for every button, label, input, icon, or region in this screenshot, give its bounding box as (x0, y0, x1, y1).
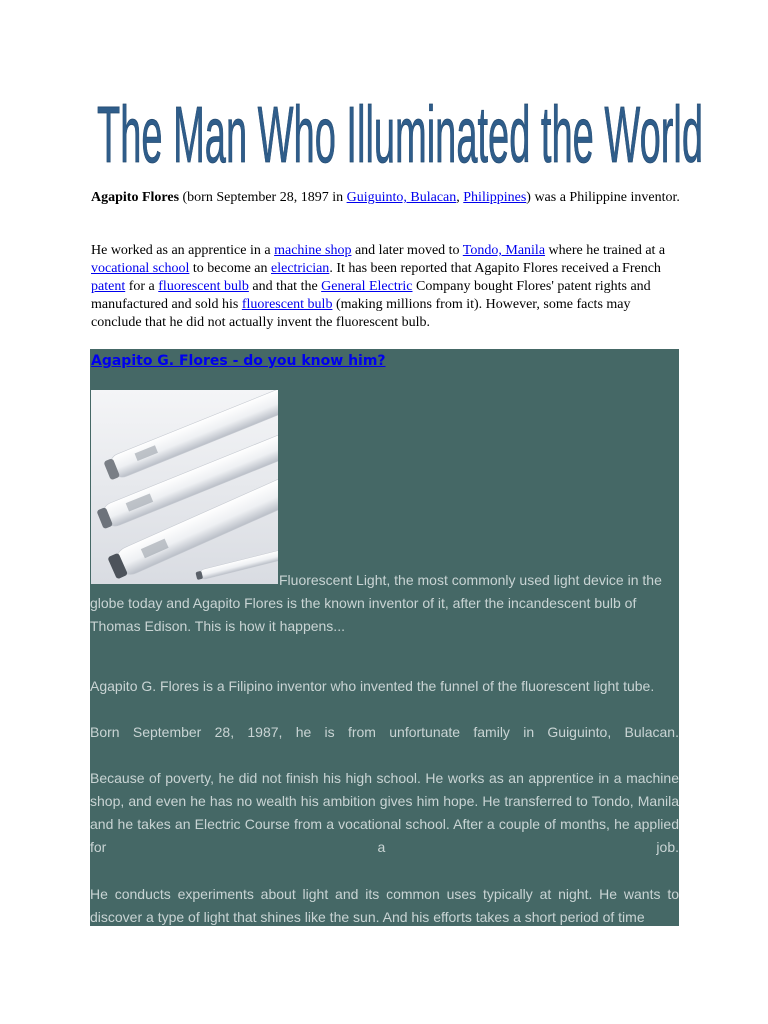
bio-text-3: where he trained at a (545, 243, 666, 258)
link-vocational-school[interactable]: vocational school (91, 261, 190, 276)
intro-paragraph (91, 189, 681, 207)
link-guiguinto-bulacan[interactable]: Guiguinto, Bulacan (346, 190, 457, 205)
page-title (90, 88, 710, 172)
link-electrician[interactable]: electrician (271, 261, 330, 276)
panel-paragraph-experiments: He conducts experiments about light and its common uses typically at night. He wants to discover a type of light that shines like the sun. And his efforts takes a short period of time (90, 886, 679, 925)
bio-text-2: and later moved to (351, 243, 463, 258)
person-name: Agapito Flores (91, 190, 180, 205)
link-patent[interactable]: patent (91, 279, 126, 294)
bio-text-4: to become an (189, 261, 272, 276)
bio-text-9: (making millions from it). However, some facts may conclude that he did not actually invent the fluorescent bulb. (91, 297, 631, 330)
panel-paragraph-born: Born September 28, 1987, he is from unfortunate family in Guiguinto, Bulacan. (90, 724, 679, 740)
intro-text-1: (born September 28, 1897 in (179, 190, 347, 205)
panel-paragraph-intro: Agapito G. Flores is a Filipino inventor who invented the funnel of the fluorescent light tube. (90, 678, 655, 694)
link-tondo-manila[interactable]: Tondo, Manila (462, 243, 546, 258)
intro-text-2: , (456, 190, 464, 205)
link-machine-shop[interactable]: machine shop (274, 243, 352, 258)
bio-text-1: He worked as an apprentice in a (91, 243, 275, 258)
link-general-electric[interactable]: General Electric (321, 279, 413, 294)
intro-text-3: ) was a Philippine inventor. (526, 190, 680, 205)
article-panel (90, 349, 679, 926)
link-fluorescent-bulb[interactable]: fluorescent bulb (158, 279, 249, 294)
panel-heading-link[interactable]: Agapito G. Flores - do you know him? (91, 353, 386, 369)
biography-paragraph (91, 242, 681, 332)
link-fluorescent-bulb-2[interactable]: fluorescent bulb (241, 297, 333, 312)
svg-text:The Man Who Illuminated the Wo: The Man Who Illuminated the World (97, 90, 703, 172)
bio-text-5: . It has been reported that Agapito Flores received a French (329, 261, 661, 276)
bio-text-6: for a (125, 279, 159, 294)
link-philippines[interactable]: Philippines (463, 190, 527, 205)
panel-paragraph-poverty: Because of poverty, he did not finish his high school. He works as an apprentice in a machine shop, and even he has no wealth his ambition gives him hope. He transferred to Tondo, Manila and he takes an Electric Course from a vocational school. After a couple of months, he applied for a job. (90, 770, 679, 855)
photo-caption: Fluorescent Light, the most commonly used light device in the globe today and Agapito Flores is the known inventor of it, after the incandescent bulb of Thomas Edison. This is how it happens... (90, 572, 662, 634)
fluorescent-tubes-photo (91, 390, 278, 584)
bio-text-7: and that the (248, 279, 322, 294)
bio-text-8: Company bought Flores' patent rights and manufactured and sold his (91, 279, 651, 312)
